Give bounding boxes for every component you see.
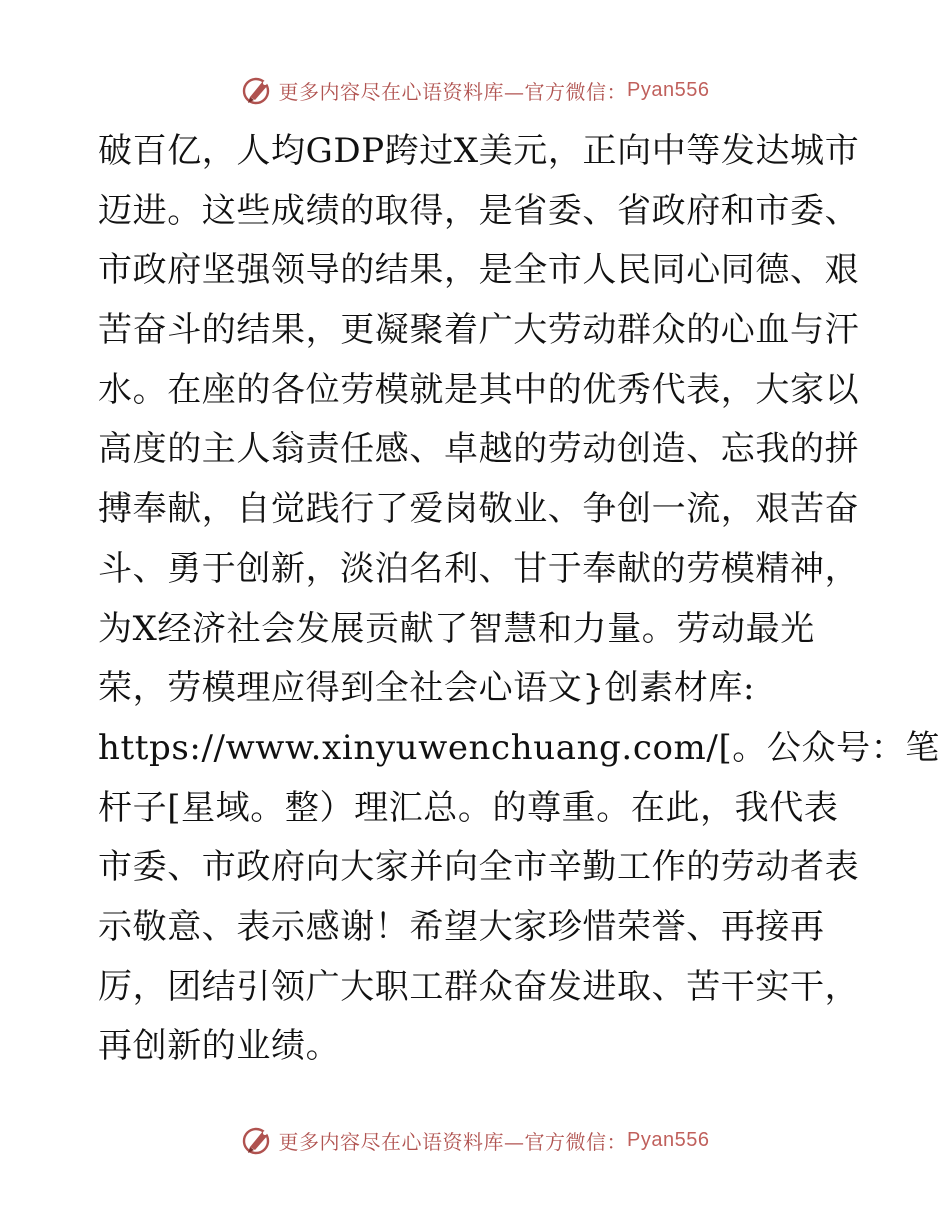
document-body bbox=[98, 122, 940, 1077]
document-line: 斗、勇于创新，淡泊名利、甘于奉献的劳模精神， bbox=[98, 548, 860, 589]
document-line: 水。在座的各位劳模就是其中的优秀代表，大家以 bbox=[98, 369, 860, 410]
pen-logo-icon bbox=[241, 1123, 275, 1157]
document-url-line: https://www.xinyuwenchuang.com/[。公众号：笔 bbox=[98, 727, 940, 768]
header-banner-text: 更多内容尽在心语资料库—官方微信： bbox=[278, 79, 628, 104]
document-line: 市委、市政府向大家并向全市辛勤工作的劳动者表 bbox=[98, 847, 860, 888]
document-line: 示敬意、表示感谢！希望大家珍惜荣誉、再接再 bbox=[98, 906, 825, 947]
document-line: 苦奋斗的结果，更凝聚着广大劳动群众的心血与汗 bbox=[98, 310, 860, 351]
footer-banner-text: 更多内容尽在心语资料库—官方微信： bbox=[278, 1129, 628, 1154]
document-line: 搏奉献，自觉践行了爱岗敬业、争创一流，艰苦奋 bbox=[98, 489, 860, 530]
footer-wechat-id: Pyan556 bbox=[627, 1128, 710, 1151]
pen-logo-icon bbox=[241, 73, 275, 107]
document-line: 杆子[星域。整）理汇总。的尊重。在此，我代表 bbox=[98, 787, 839, 828]
document-line: 市政府坚强领导的结果，是全市人民同心同德、艰 bbox=[98, 250, 860, 291]
document-line: 再创新的业绩。 bbox=[98, 1026, 341, 1067]
document-line: 破百亿，人均GDP跨过X美元，正向中等发达城市 bbox=[98, 131, 860, 171]
document-line: 迈进。这些成绩的取得，是省委、省政府和市委、 bbox=[98, 190, 860, 231]
document-line: 厉，团结引领广大职工群众奋发进取、苦干实干， bbox=[98, 966, 860, 1007]
document-line: 为X经济社会发展贡献了智慧和力量。劳动最光 bbox=[98, 608, 815, 649]
header-banner bbox=[0, 70, 950, 110]
document-line: 高度的主人翁责任感、卓越的劳动创造、忘我的拼 bbox=[98, 429, 860, 470]
footer-banner bbox=[0, 1120, 950, 1160]
header-wechat-id: Pyan556 bbox=[627, 78, 710, 101]
document-line: 荣，劳模理应得到全社会心语文}创素材库: bbox=[98, 668, 756, 709]
